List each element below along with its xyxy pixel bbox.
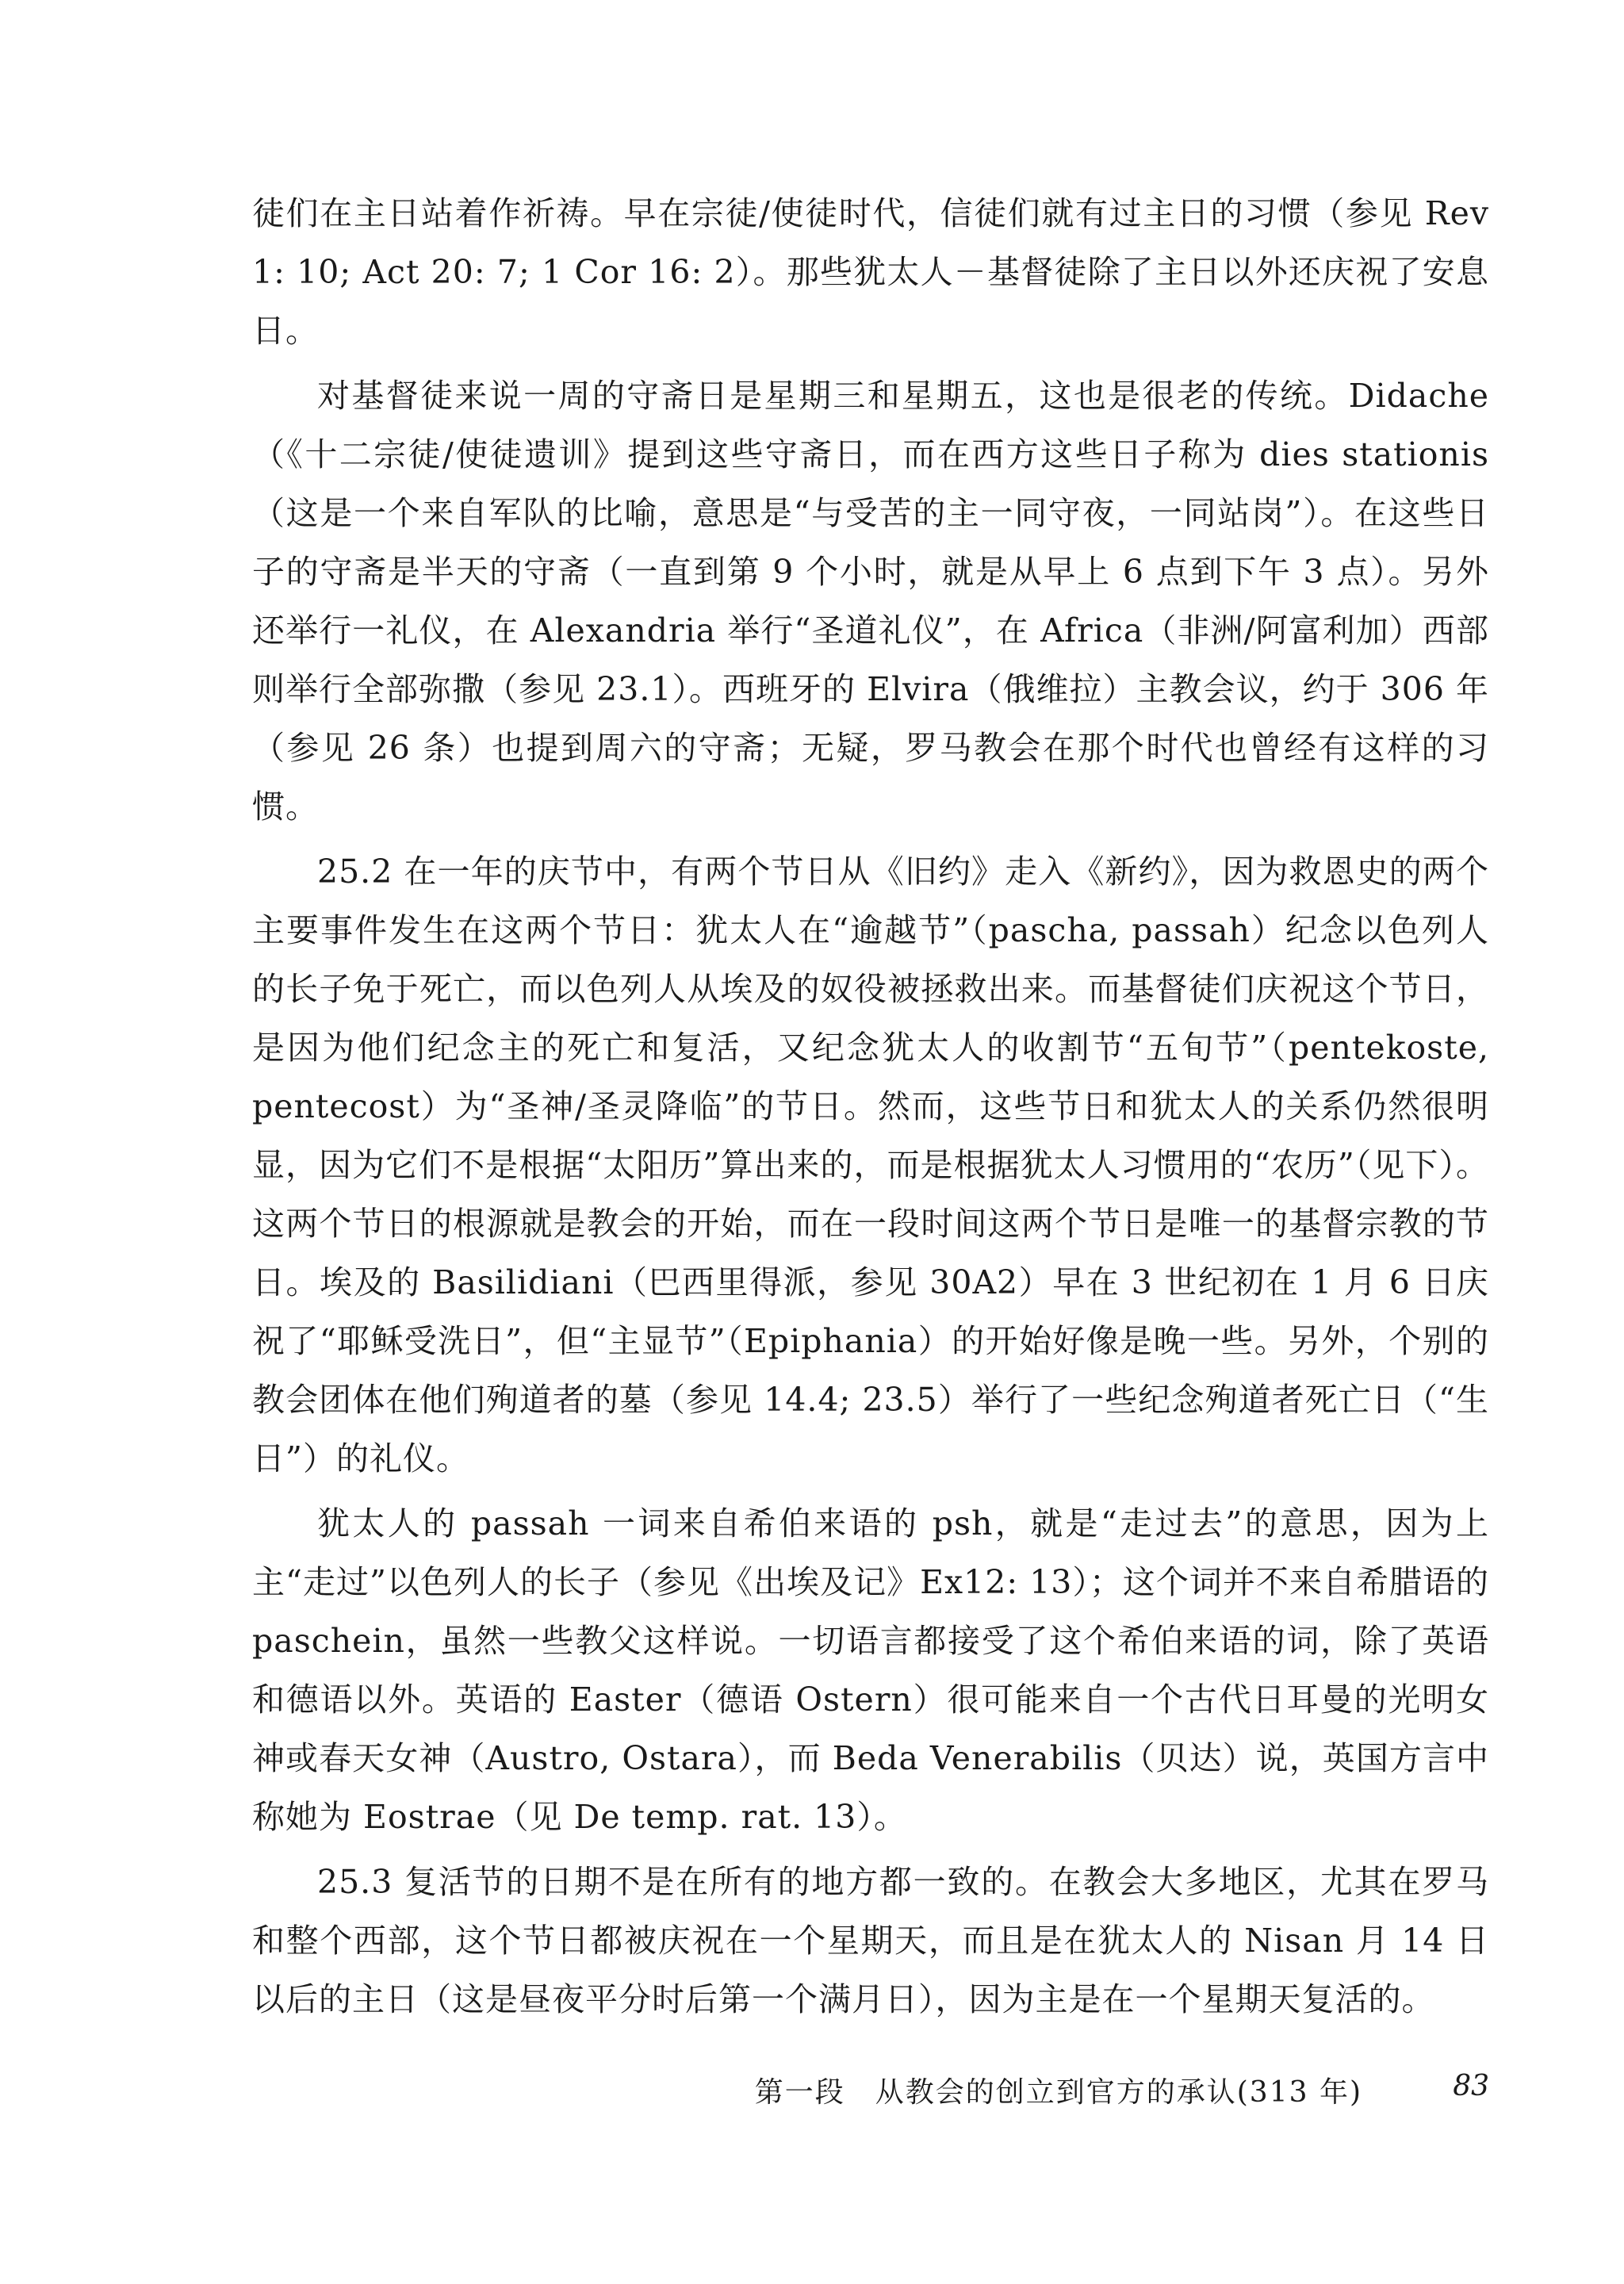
paragraph-5: 25.3 复活节的日期不是在所有的地方都一致的。在教会大多地区，尤其在罗马和整个西部，这个节日都被庆祝在一个星期天，而且是在犹太人的 Nisan 月 14 日以后的主日（这是昼夜平分时后第一个满月日），因为主是在一个星期天复活的。 [252, 1863, 1489, 2018]
running-head: 第一段 从教会的创立到官方的承认(313 年) [754, 2076, 1362, 2109]
paragraph-2: 对基督徒来说一周的守斋日是星期三和星期五，这也是很老的传统。Didache（《十二宗徒/使徒遗训》提到这些守斋日，而在西方这些日子称为 dies stationis（这是一个来自军队的比喻，意思是“与受苦的主一同守夜，一同站岗”）。在这些日子的守斋是半天的守斋（一直到第 9 个小时，就是从早上 6 点到下午 3 点）。另外还举行一礼仪，在 Alexandria 举行“圣道礼仪”，在 Africa（非洲/阿富利加）西部则举行全部弥撒（参见 23.1）。西班牙的 Elvira（俄维拉）主教会议，约于 306 年（参见 26 条）也提到周六的守斋；无疑，罗马教会在那个时代也曾经有这样的习惯。 [252, 377, 1489, 826]
body-text [252, 184, 1489, 2029]
paragraph-3: 25.2 在一年的庆节中，有两个节日从《旧约》走入《新约》，因为救恩史的两个主要事件发生在这两个节日：犹太人在“逾越节”（pascha, passah）纪念以色列人的长子免于死亡，而以色列人从埃及的奴役被拯救出来。而基督徒们庆祝这个节日，是因为他们纪念主的死亡和复活，又纪念犹太人的收割节“五旬节”（pentekoste, pentecost）为“圣神/圣灵降临”的节日。然而，这些节日和犹太人的关系仍然很明显，因为它们不是根据“太阳历”算出来的，而是根据犹太人习惯用的“农历”（见下）。这两个节日的根源就是教会的开始，而在一段时间这两个节日是唯一的基督宗教的节日。埃及的 Basilidiani（巴西里得派，参见 30A2）早在 3 世纪初在 1 月 6 日庆祝了“耶稣受洗日”，但“主显节”（Epiphania）的开始好像是晚一些。另外，个别的教会团体在他们殉道者的墓（参见 14.4; 23.5）举行了一些纪念殉道者死亡日（“生日”）的礼仪。 [252, 853, 1489, 1477]
paragraph-4: 犹太人的 passah 一词来自希伯来语的 psh，就是“走过去”的意思，因为上主“走过”以色列人的长子（参见《出埃及记》Ex12: 13）；这个词并不来自希腊语的 paschein，虽然一些教父这样说。一切语言都接受了这个希伯来语的词，除了英语和德语以外。英语的 Easter（德语 Ostern）很可能来自一个古代日耳曼的光明女神或春天女神（Austro, Ostara），而 Beda Venerabilis（贝达）说，英国方言中称她为 Eostrae（见 De temp. rat. 13）。 [252, 1504, 1489, 1836]
page-footer [252, 2070, 1489, 2117]
paragraph-1: 徒们在主日站着作祈祷。早在宗徒/使徒时代，信徒们就有过主日的习惯（参见 Rev 1: 10; Act 20: 7; 1 Cor 16: 2）。那些犹太人－基督徒除了主日以外还庆祝了安息日。 [252, 194, 1489, 350]
page-number: 83 [1453, 2070, 1489, 2102]
